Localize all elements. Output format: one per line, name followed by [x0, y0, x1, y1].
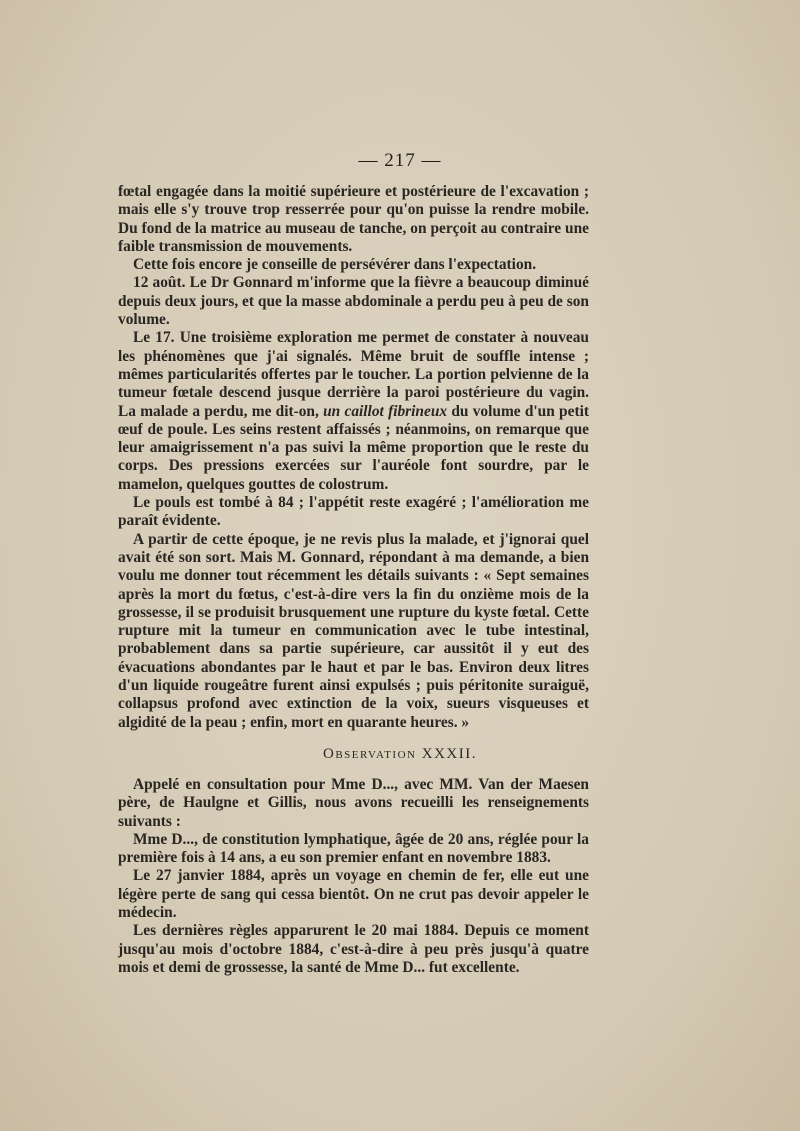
text-block-lower — [118, 776, 589, 977]
paragraph: Appelé en consultation pour Mme D..., avec MM. Van der Maesen père, de Haulgne et Gillis, nous avons recueilli les renseignements suivants : — [118, 776, 589, 830]
heading-number: XXXII. — [421, 746, 477, 762]
italic-phrase: un caillot fibrineux — [323, 402, 448, 420]
paragraph: Le pouls est tombé à 84 ; l'appétit reste exagéré ; l'amélioration me paraît évidente. — [118, 494, 589, 530]
heading-word: Observation — [323, 746, 417, 762]
paragraph-text: Le 17. Une troisième exploration me permet de constater à nouveau les phénomènes que j'ai signalés. Même bruit de souffle intense ; mêmes particularités offertes par le toucher. La portion pelvienne de la tumeur fœtale descend jusque derrière la paroi postérieure du vagin. La malade a perdu, me dit-on, — [118, 329, 589, 420]
paragraph: Les dernières règles apparurent le 20 mai 1884. Depuis ce moment jusqu'au mois d'octobre 1884, c'est-à-dire à peu près jusqu'à quatre mois et demi de grossesse, la santé de Mme D... fut excellente. — [118, 922, 589, 976]
page-number: — 217 — — [358, 150, 442, 171]
paragraph: A partir de cette époque, je ne revis plus la malade, et j'ignorai quel avait été son sort. Mais M. Gonnard, répondant à ma demande, a bien voulu me donner tout récemment les détails suivants : « Sept semaines après la mort du fœtus, c'est-à-dire vers la fin du onzième mois de la grossesse, il se produisit brusquement une rupture du kyste fœtal. Cette rupture mit la tumeur en communication avec le tube intestinal, probablement dans sa partie supérieure, car aussitôt il y eut des évacuations abondantes par le haut et par le bas. Environ deux litres d'un liquide rougeâtre furent ainsi expulsés ; puis péritonite suraiguë, collapsus profond avec extinction de la voix, sueurs visqueuses et algidité de la peau ; enfin, mort en quarante heures. » — [118, 530, 589, 731]
paragraph: Mme D..., de constitution lymphatique, âgée de 20 ans, réglée pour la première fois à 14 ans, a eu son premier enfant en novembre 1883. — [118, 830, 589, 867]
paragraph — [118, 329, 589, 494]
text-block-upper — [118, 183, 589, 732]
paragraph: Le 27 janvier 1884, après un voyage en chemin de fer, elle eut une légère perte de sang qui cessa bientôt. On ne crut pas devoir appeler le médecin. — [118, 867, 589, 922]
paragraph: 12 août. Le Dr Gonnard m'informe que la fièvre a beaucoup diminué depuis deux jours, et que la masse abdominale a perdu peu à peu de son volume. — [118, 274, 589, 329]
paragraph: Cette fois encore je conseille de persévérer dans l'expectation. — [133, 256, 537, 274]
observation-heading — [0, 746, 800, 763]
paragraph: fœtal engagée dans la moitié supérieure et postérieure de l'excavation ; mais elle s'y trouve trop resserrée pour qu'on puisse la rendre mobile. Du fond de la matrice au museau de tanche, on perçoit au contraire une faible transmission de mouvements. — [118, 183, 589, 255]
paragraph-text: du volume d'un petit œuf de poule. Les seins restent affaissés ; néanmoins, on remarque que leur amaigrissement n'a pas suivi la même proportion que le reste du corps. Des pressions exercées sur l'auréole font sourdre, par le mamelon, quelques gouttes de colostrum. — [118, 402, 589, 493]
